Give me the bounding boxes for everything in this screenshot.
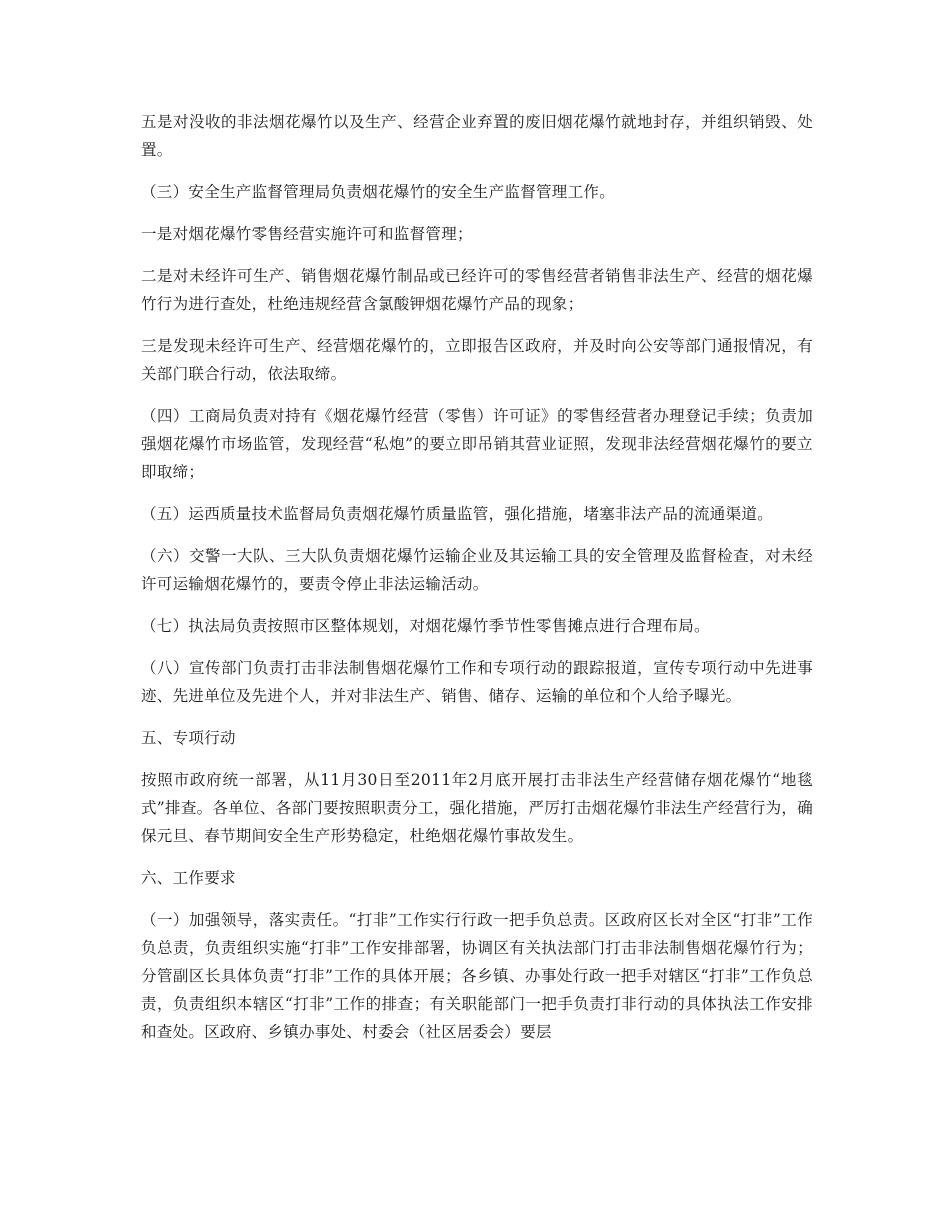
paragraph-item3-report: 三是发现未经许可生产、经营烟花爆竹的，立即报告区政府，并及时向公安等部门通报情况，有关部门联合行动，依法取缔。: [141, 337, 813, 383]
paragraph-section8-publicity: （八）宣传部门负责打击非法制售烟花爆竹工作和专项行动的跟踪报道，宣传专项行动中先进事迹、先进单位及先进个人，并对非法生产、销售、储存、运输的单位和个人给予曝光。: [141, 659, 813, 705]
paragraph-item2-investigation: 二是对未经许可生产、销售烟花爆竹制品或已经许可的零售经营者销售非法生产、经营的烟花爆竹行为进行查处，杜绝违规经营含氯酸钾烟花爆竹产品的现象；: [141, 267, 813, 313]
paragraph-item1-retail-license: 一是对烟花爆竹零售经营实施许可和监督管理；: [141, 225, 473, 243]
paragraph-section3-safety-bureau: （三）安全生产监督管理局负责烟花爆竹的安全生产监督管理工作。: [141, 183, 616, 201]
paragraph-section6-traffic-police: （六）交警一大队、三大队负责烟花爆竹运输企业及其运输工具的安全管理及监督检查，对未经许可运输烟花爆竹的，要责令停止非法运输活动。: [141, 547, 813, 593]
paragraph-special-action: 按照市政府统一部署，从11月30日至2011年2月底开展打击非法生产经营储存烟花爆竹“地毯式”排查。各单位、各部门要按照职责分工，强化措施，严厉打击烟花爆竹非法生产经营行为，确保元旦、春节期间安全生产形势稳定，杜绝烟花爆竹事故发生。: [141, 771, 813, 845]
heading-work-requirements: 六、工作要求: [141, 869, 236, 887]
document-body: [141, 108, 813, 1060]
paragraph-requirement1-leadership: （一）加强领导，落实责任。“打非”工作实行行政一把手负总责。区政府区长对全区“打非”工作负总责，负责组织实施“打非”工作安排部署，协调区有关执法部门打击非法制售烟花爆竹行为；分管副区长具体负责“打非”工作的具体开展；各乡镇、办事处行政一把手对辖区“打非”工作负总责，负责组织本辖区“打非”工作的排查；有关职能部门一把手负责打非行动的具体执法工作安排和查处。区政府、乡镇办事处、村委会（社区居委会）要层: [141, 911, 813, 1041]
paragraph-section4-commerce-bureau: （四）工商局负责对持有《烟花爆竹经营（零售）许可证》的零售经营者办理登记手续；负责加强烟花爆竹市场监管，发现经营“私炮”的要立即吊销其营业证照，发现非法经营烟花爆竹的要立即取缔；: [141, 407, 813, 481]
paragraph-section7-enforcement-bureau: （七）执法局负责按照市区整体规划，对烟花爆竹季节性零售摊点进行合理布局。: [141, 617, 710, 635]
heading-special-action: 五、专项行动: [141, 729, 236, 747]
paragraph-item5-confiscated-fireworks: 五是对没收的非法烟花爆竹以及生产、经营企业弃置的废旧烟花爆竹就地封存，并组织销毁、处置。: [141, 113, 813, 159]
paragraph-section5-quality-bureau: （五）运西质量技术监督局负责烟花爆竹质量监管，强化措施，堵塞非法产品的流通渠道。: [141, 505, 774, 523]
